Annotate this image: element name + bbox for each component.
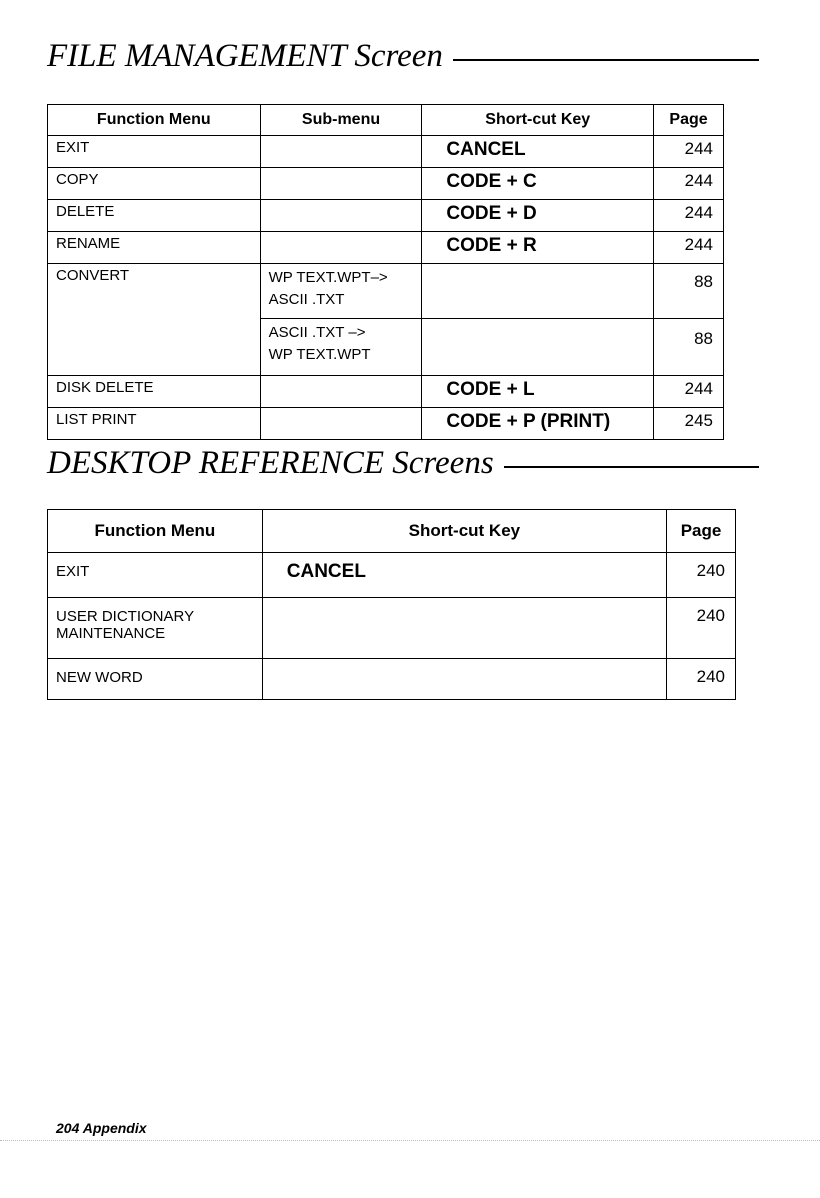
shortcut-cell	[422, 319, 654, 376]
shortcut-cell: CANCEL	[262, 553, 666, 598]
function-cell: RENAME	[48, 232, 261, 264]
shortcut-cell	[262, 598, 666, 659]
submenu-cell	[260, 408, 422, 440]
page-cell: 244	[654, 136, 724, 168]
shortcut-cell	[262, 659, 666, 700]
shortcut-cell: CODE + P (PRINT)	[422, 408, 654, 440]
heading-rule	[453, 59, 759, 61]
function-cell: CONVERT	[48, 264, 261, 376]
submenu-cell	[260, 319, 422, 376]
file-management-table	[47, 104, 724, 440]
page-cell: 244	[654, 200, 724, 232]
table-row	[48, 200, 724, 232]
table-row	[48, 598, 736, 659]
shortcut-cell: CANCEL	[422, 136, 654, 168]
submenu-cell	[260, 200, 422, 232]
page-cell: 244	[654, 376, 724, 408]
table-row	[48, 168, 724, 200]
page-cell: 244	[654, 232, 724, 264]
page-cell: 245	[654, 408, 724, 440]
table-header-row	[48, 105, 724, 136]
desktop-reference-table	[47, 509, 736, 700]
col-header-function: Function Menu	[48, 510, 263, 553]
table-row	[48, 232, 724, 264]
function-cell	[48, 659, 263, 700]
function-cell: COPY	[48, 168, 261, 200]
function-cell: DELETE	[48, 200, 261, 232]
table-header-row	[48, 510, 736, 553]
page-cell: 244	[654, 168, 724, 200]
page-footer: 204 Appendix	[56, 1120, 147, 1136]
shortcut-cell: CODE + R	[422, 232, 654, 264]
function-line: NEW WORD	[56, 669, 143, 686]
submenu-cell	[260, 376, 422, 408]
shortcut-cell: CODE + D	[422, 200, 654, 232]
table-row	[48, 376, 724, 408]
table-row	[48, 659, 736, 700]
col-header-submenu: Sub-menu	[260, 105, 422, 136]
submenu-cell	[260, 168, 422, 200]
page-cell: 240	[667, 659, 736, 700]
function-cell	[48, 598, 263, 659]
function-cell	[48, 553, 263, 598]
submenu-cell	[260, 264, 422, 319]
shortcut-cell: CODE + C	[422, 168, 654, 200]
col-header-shortcut: Short-cut Key	[422, 105, 654, 136]
page-cell: 240	[667, 598, 736, 659]
submenu-line: WP TEXT.WPT–>	[268, 269, 388, 286]
table-row	[48, 408, 724, 440]
desktop-reference-heading	[47, 445, 759, 482]
page-cell: 240	[667, 553, 736, 598]
shortcut-cell	[422, 264, 654, 319]
function-cell: DISK DELETE	[48, 376, 261, 408]
col-header-page: Page	[667, 510, 736, 553]
page-cell: 88	[654, 319, 724, 376]
heading-rule	[504, 466, 759, 468]
table-row	[48, 264, 724, 319]
function-line: MAINTENANCE	[56, 625, 166, 642]
page-cell: 88	[654, 264, 724, 319]
footer-rule	[0, 1140, 820, 1141]
submenu-line: ASCII .TXT	[268, 291, 345, 308]
table-row	[48, 136, 724, 168]
table-row	[48, 553, 736, 598]
function-cell: LIST PRINT	[48, 408, 261, 440]
col-header-function: Function Menu	[48, 105, 261, 136]
shortcut-cell: CODE + L	[422, 376, 654, 408]
col-header-page: Page	[654, 105, 724, 136]
col-header-shortcut: Short-cut Key	[262, 510, 666, 553]
file-management-heading	[47, 38, 759, 75]
function-line: USER DICTIONARY	[56, 608, 195, 625]
file-management-title: FILE MANAGEMENT Screen	[47, 38, 443, 74]
function-cell: EXIT	[48, 136, 261, 168]
submenu-line: ASCII .TXT –>	[268, 324, 366, 341]
desktop-reference-title: DESKTOP REFERENCE Screens	[47, 445, 494, 481]
submenu-line: WP TEXT.WPT	[268, 346, 371, 363]
submenu-cell	[260, 232, 422, 264]
submenu-cell	[260, 136, 422, 168]
function-line: EXIT	[56, 563, 90, 580]
